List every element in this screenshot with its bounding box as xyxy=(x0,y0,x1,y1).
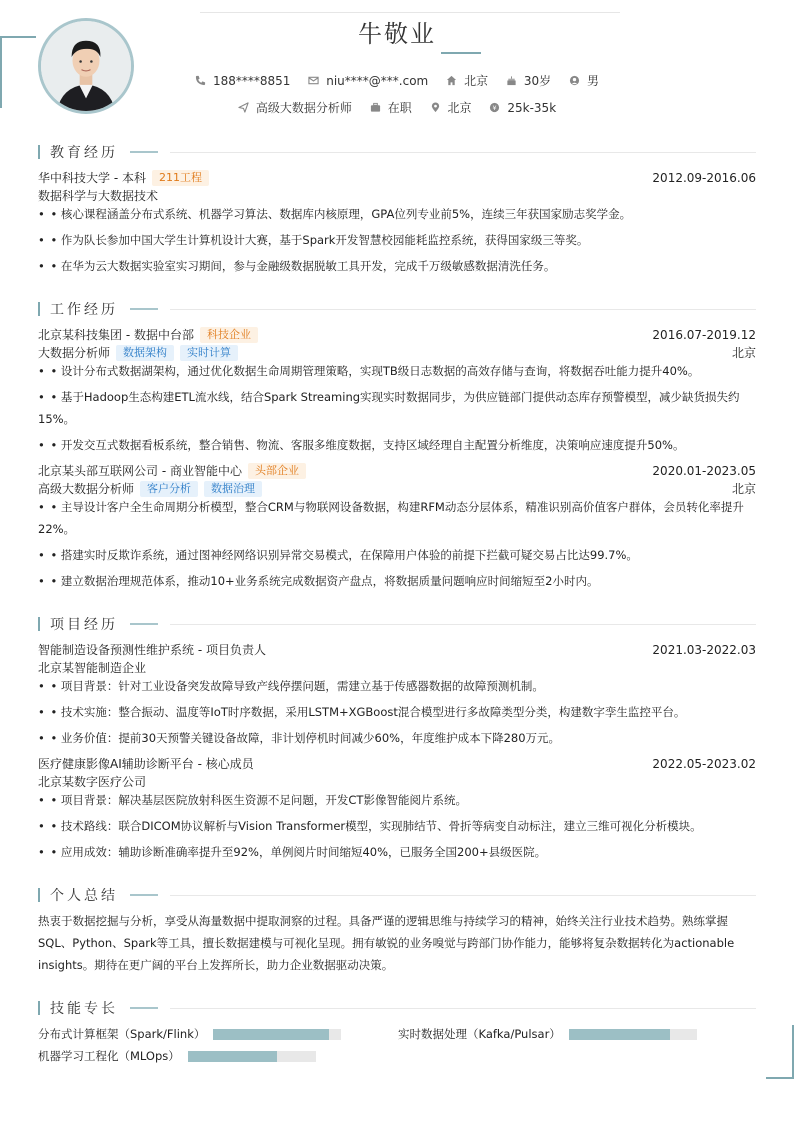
title-bar xyxy=(38,145,40,159)
phone-icon xyxy=(195,75,206,86)
gender-icon xyxy=(569,75,580,86)
intent-salary: ¥ 25k-35k xyxy=(489,101,556,115)
send-icon xyxy=(238,102,249,113)
skill-tag: 实时计算 xyxy=(180,345,238,361)
list-item: • • 建立数据治理规范体系，推动10+业务系统完成数据资产盘点，将数据质量问题响应时间缩短至2小时内。 xyxy=(38,574,599,588)
company-tag: 科技企业 xyxy=(200,327,258,343)
title-dash xyxy=(130,308,158,310)
work-header xyxy=(38,462,756,479)
top-rule xyxy=(200,12,620,13)
title-dash xyxy=(130,894,158,896)
briefcase-icon xyxy=(370,102,381,113)
intent-city: 北京 xyxy=(430,99,472,116)
money-icon xyxy=(489,102,500,113)
list-item: • • 主导设计客户全生命周期分析模型，整合CRM与物联网设备数据，构建RFM动态分层体系，精准识别高价值客户群体，会员转化率提升22%。 xyxy=(38,500,744,536)
school-name: 华中科技大学 - 本科 xyxy=(38,171,146,185)
list-item: • • 开发交互式数据看板系统，整合销售、物流、客服多维度数据，支持区域经理自主配置分析维度，决策响应速度提升50%。 xyxy=(38,438,685,452)
project-period: 2022.05-2023.02 xyxy=(652,756,756,771)
location-icon xyxy=(430,102,441,113)
skill-tag: 数据治理 xyxy=(204,481,262,497)
education-header xyxy=(38,169,756,186)
cake-icon xyxy=(506,75,517,86)
project-name: 智能制造设备预测性维护系统 - 项目负责人 xyxy=(38,643,266,657)
list-item: • • 核心课程涵盖分布式系统、机器学习算法、数据库内核原理，GPA位列专业前5%，连续三年获国家励志奖学金。 xyxy=(38,207,632,221)
skill-item xyxy=(398,1026,697,1042)
contact-gender: 男 xyxy=(569,72,599,89)
list-item: • • 作为队长参加中国大学生计算机设计大赛，基于Spark开发智慧校园能耗监控系统，获得国家级三等奖。 xyxy=(38,233,589,247)
title-line xyxy=(170,1008,756,1009)
section-work-title: 工作经历 xyxy=(38,299,756,319)
education-major: 数据科学与大数据技术 xyxy=(38,189,159,203)
project-period: 2021.03-2022.03 xyxy=(652,642,756,657)
skill-bar-fill xyxy=(213,1029,328,1040)
section-education-title: 教育经历 xyxy=(38,142,756,162)
title-line xyxy=(170,152,756,153)
title-line xyxy=(170,624,756,625)
title-bar xyxy=(38,888,40,902)
contact-row xyxy=(0,72,794,89)
title-dash xyxy=(130,623,158,625)
company-name: 北京某科技集团 - 数据中台部 xyxy=(38,328,194,342)
work-role xyxy=(38,344,756,361)
contact-home: 北京 xyxy=(446,72,488,89)
section-projects-title: 项目经历 xyxy=(38,614,756,634)
list-item: • • 设计分布式数据湖架构，通过优化数据生命周期管理策略，实现TB级日志数据的高效存储与查询，将数据吞吐能力提升40%。 xyxy=(38,364,700,378)
list-item: • • 搭建实时反欺诈系统，通过图神经网络识别异常交易模式，在保障用户体验的前提下拦截可疑交易占比达99.7%。 xyxy=(38,548,638,562)
list-item: • • 项目背景：针对工业设备突发故障导致产线停摆问题，需建立基于传感器数据的故障预测机制。 xyxy=(38,679,544,693)
project-name: 医疗健康影像AI辅助诊断平台 - 核心成员 xyxy=(38,757,254,771)
section-summary-title: 个人总结 xyxy=(38,885,756,905)
name-underline xyxy=(441,52,481,54)
title-dash xyxy=(130,151,158,153)
skill-tag: 客户分析 xyxy=(140,481,198,497)
list-item: • • 业务价值：提前30天预警关键设备故障，非计划停机时间减少60%，年度维护成本下降280万元。 xyxy=(38,731,561,745)
skill-bar-fill xyxy=(188,1051,278,1062)
project-org: 北京某数字医疗公司 xyxy=(38,775,147,789)
company-name: 北京某头部互联网公司 - 商业智能中心 xyxy=(38,464,242,478)
mail-icon xyxy=(308,75,319,86)
skill-name: 机器学习工程化（MLOps） xyxy=(38,1049,180,1063)
work-role xyxy=(38,480,756,497)
candidate-name: 牛敬业 xyxy=(358,20,436,48)
contact-email: niu****@***.com xyxy=(308,74,428,88)
title-dash xyxy=(130,1007,158,1009)
project-header xyxy=(38,755,756,772)
list-item: • • 在华为云大数据实验室实习期间，参与金融级数据脱敏工具开发，完成千万级敏感数据清洗任务。 xyxy=(38,259,556,273)
work-header xyxy=(38,326,756,343)
list-item: • • 基于Hadoop生态构建ETL流水线，结合Spark Streaming实现实时数据同步，为供应链部门提供动态库存预警模型，减少缺货损失约15%。 xyxy=(38,390,740,426)
project-org: 北京某智能制造企业 xyxy=(38,661,147,675)
skill-name: 实时数据处理（Kafka/Pulsar） xyxy=(398,1027,561,1041)
skill-bar xyxy=(188,1051,316,1062)
title-line xyxy=(170,309,756,310)
company-tag: 头部企业 xyxy=(248,463,306,479)
list-item: • • 应用成效：辅助诊断准确率提升至92%，单例阅片时间缩短40%，已服务全国200+县级医院。 xyxy=(38,845,547,859)
summary-text: 热衷于数据挖掘与分析，享受从海量数据中提取洞察的过程。具备严谨的逻辑思维与持续学习的精神，始终关注行业技术趋势。熟练掌握SQL、Python、Spark等工具，擅长数据建模与可视化呈现。拥有敏锐的业务嗅觉与跨部门协作能力，能够将复杂数据转化为actionable insights。期待在更广阔的平台上发挥所长，助力企业数据驱动决策。 xyxy=(38,914,735,972)
list-item: • • 技术路线：联合DICOM协议解析与Vision Transformer模型，实现肺结节、骨折等病变自动标注，建立三维可视化分析模块。 xyxy=(38,819,702,833)
skill-bar xyxy=(213,1029,341,1040)
work-period: 2016.07-2019.12 xyxy=(652,327,756,342)
intent-position: 高级大数据分析师 xyxy=(238,99,352,116)
skill-name: 分布式计算框架（Spark/Flink） xyxy=(38,1027,206,1041)
skill-tag: 数据架构 xyxy=(116,345,174,361)
work-period: 2020.01-2023.05 xyxy=(652,463,756,478)
title-line xyxy=(170,895,756,896)
skill-bar xyxy=(569,1029,697,1040)
work-city: 北京 xyxy=(731,346,756,360)
school-tag: 211工程 xyxy=(152,170,209,186)
intent-status: 在职 xyxy=(370,99,412,116)
education-period: 2012.09-2016.06 xyxy=(652,170,756,185)
project-header xyxy=(38,641,756,658)
skill-item xyxy=(38,1026,341,1042)
skill-bar-fill xyxy=(569,1029,670,1040)
home-icon xyxy=(446,75,457,86)
job-title: 大数据分析师 xyxy=(38,346,111,360)
list-item: • • 技术实施：整合振动、温度等IoT时序数据，采用LSTM+XGBoost混合模型进行多故障类型分类，构建数字孪生监控平台。 xyxy=(38,705,686,719)
title-bar xyxy=(38,1001,40,1015)
list-item: • • 项目背景：解决基层医院放射科医生资源不足问题，开发CT影像智能阅片系统。 xyxy=(38,793,467,807)
job-title: 高级大数据分析师 xyxy=(38,482,135,496)
skill-item xyxy=(38,1048,316,1064)
contact-age: 30岁 xyxy=(506,72,551,89)
title-bar xyxy=(38,302,40,316)
contact-phone: 188****8851 xyxy=(195,74,290,88)
title-bar xyxy=(38,617,40,631)
corner-decoration xyxy=(766,1077,794,1079)
section-skills-title: 技能专长 xyxy=(38,998,756,1018)
work-city: 北京 xyxy=(731,482,756,496)
svg-text:¥: ¥ xyxy=(492,103,497,112)
job-intent-row xyxy=(0,99,794,116)
